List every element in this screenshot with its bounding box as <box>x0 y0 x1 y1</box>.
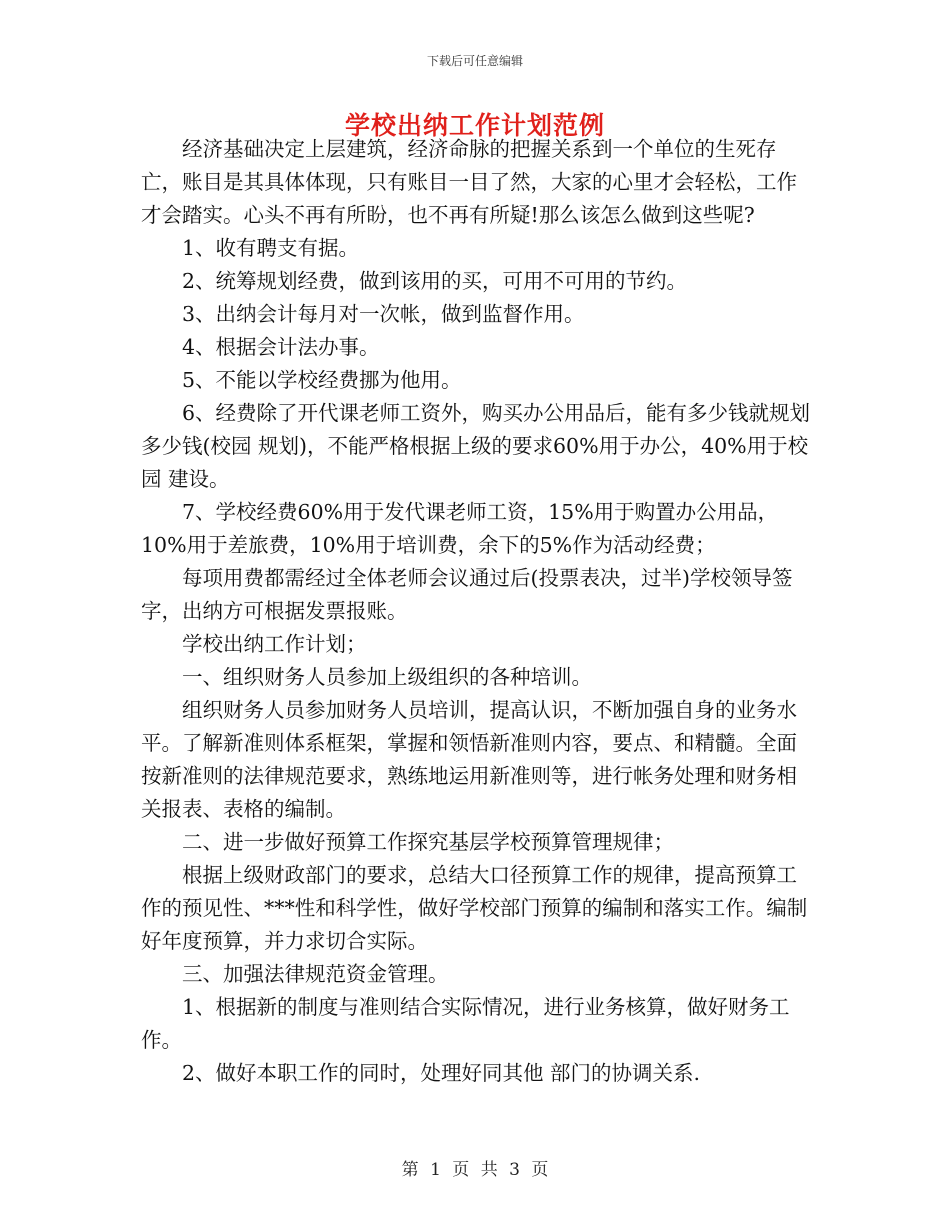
footer-total-label: 共 <box>480 1160 498 1180</box>
paragraph: 1、根据新的制度与准则结合实际情况，进行业务核算，做好财务工作。 <box>141 995 790 1052</box>
paragraph: 5、不能以学校经费挪为他用。 <box>182 368 462 392</box>
document-title: 学校出纳工作计划范例 <box>344 111 605 140</box>
paragraph: 3、出纳会计每月对一次帐，做到监督作用。 <box>182 302 585 326</box>
page-footer <box>0 1155 950 1180</box>
current-page-number: 1 <box>430 1160 441 1180</box>
section-heading: 二、进一步做好预算工作探究基层学校预算管理规律； <box>182 830 674 854</box>
paragraph: 1、收有聘支有据。 <box>182 236 360 260</box>
paragraph: 经济基础决定上层建筑，经济命脉的把握关系到一个单位的生死存亡，账目是其具体体现，只有账目一目了然，大家的心里才会轻松，工作才会踏实。心头不再有所盼，也不再有所疑!那么该怎么做到这些呢? <box>141 137 797 227</box>
section-heading: 三、加强法律规范资金管理。 <box>182 962 449 986</box>
paragraph: 学校出纳工作计划； <box>182 632 367 656</box>
paragraph: 7、学校经费60%用于发代课老师工资，15%用于购置办公用品，10%用于差旅费，10%用于培训费，余下的5%作为活动经费； <box>141 500 779 557</box>
section-heading: 一、组织财务人员参加上级组织的各种培训。 <box>182 665 592 689</box>
paragraph: 2、统筹规划经费，做到该用的买，可用不可用的节约。 <box>182 269 688 293</box>
paragraph: 根据上级财政部门的要求，总结大口径预算工作的规律，提高预算工作的预见性、***性和科学性，做好学校部门预算的编制和落实工作。编制好年度预算，并力求切合实际。 <box>141 863 808 953</box>
paragraph: 6、经费除了开代课老师工资外，购买办公用品后，能有多少钱就规划多少钱(校园 规划)，不能严格根据上级的要求60%用于办公，40%用于校园 建设。 <box>141 401 811 491</box>
page-header: 下载后可任意编辑 <box>426 54 523 68</box>
paragraph: 每项用费都需经过全体老师会议通过后(投票表决，过半)学校领导签字，出纳方可根据发票报账。 <box>141 566 793 623</box>
footer-suffix: 页 <box>531 1160 549 1180</box>
document-body <box>141 133 811 1090</box>
paragraph: 2、做好本职工作的同时，处理好同其他 部门的协调关系. <box>182 1061 701 1085</box>
paragraph: 组织财务人员参加财务人员培训，提高认识，不断加强自身的业务水平。了解新准则体系框架，掌握和领悟新准则内容，要点、和精髓。全面按新准则的法律规范要求，熟练地运用新准则等，进行帐务处理和财务相关报表、表格的编制。 <box>141 698 797 821</box>
footer-page-unit: 页 <box>452 1160 470 1180</box>
footer-prefix: 第 <box>401 1160 419 1180</box>
paragraph: 4、根据会计法办事。 <box>182 335 380 359</box>
total-pages-number: 3 <box>509 1160 520 1180</box>
